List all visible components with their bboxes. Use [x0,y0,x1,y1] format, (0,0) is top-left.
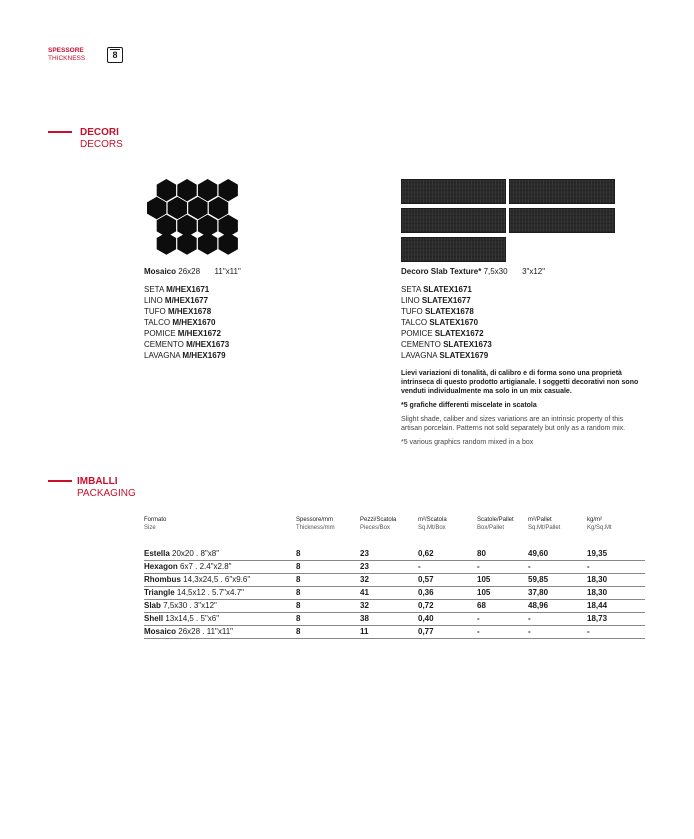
slab-code-row [401,328,492,339]
note-en-star: *5 various graphics random mixed in a box [401,439,534,446]
packaging-accent-line [48,480,72,482]
table-cell-thk: 8 [296,588,301,597]
product-code: M/HEX1677 [164,296,209,305]
size-cell [144,561,232,573]
hexagon-tile [157,232,176,254]
column-header [477,516,514,532]
size-name: Estella [144,549,170,558]
size-dimensions: 6x7 . 2.4"x2.8" [180,562,232,571]
table-cell-thk: 8 [296,562,301,571]
thickness-label [48,47,85,63]
table-cell-pcs: 41 [360,588,369,597]
table-cell-m2box: 0,40 [418,614,434,623]
slab-tile [401,208,506,233]
mosaico-size-cm: 26x28 [178,267,201,276]
thickness-icon [107,47,123,63]
column-header [296,516,335,532]
slab-code-row [401,350,492,361]
packaging-heading [77,476,136,500]
color-name: POMICE [144,329,176,338]
product-code: SLATEX1673 [443,340,492,349]
size-cell [144,548,219,560]
color-name: CEMENTO [144,340,184,349]
column-header-en: Sq.Mt/Box [418,525,446,531]
column-header-en: Pieces/Box [360,525,391,531]
table-cell-thk: 8 [296,614,301,623]
slab-tile [509,179,615,204]
table-cell-pcs: 38 [360,614,369,623]
column-header-it: kg/m² [587,517,602,523]
table-cell-m2pal: - [528,614,531,623]
product-code: M/HEX1673 [186,340,230,349]
table-cell-pcs: 11 [360,627,369,636]
column-header-en: Kg/Sq.Mt [587,525,612,531]
size-cell [144,600,217,612]
product-code: M/HEX1670 [172,318,216,327]
column-header-it: Formato [144,517,167,523]
slab-code-row [401,339,492,350]
size-dimensions: 7,5x30 . 3"x12" [163,601,217,610]
table-cell-boxpal: 68 [477,601,486,610]
table-cell-kg: - [587,562,590,571]
slab-tile [401,237,506,262]
product-code: M/HEX1671 [166,285,210,294]
size-cell [144,574,250,586]
column-header [587,516,612,532]
mosaico-code-row [144,350,229,361]
column-header-it: m²/Pallet [528,517,552,523]
table-cell-boxpal: - [477,562,480,571]
color-name: LAVAGNA [401,351,438,360]
packaging-title-it: IMBALLI [77,476,118,487]
table-row [144,613,645,626]
mosaico-size-in: 11"x11" [214,267,241,276]
table-row [144,574,645,587]
thickness-label-it: SPESSORE [48,47,84,54]
size-name: Mosaico [144,627,177,636]
size-dimensions: 20x20 . 8"x8" [172,549,220,558]
thickness-label-en: THICKNESS [48,55,86,62]
table-header [144,516,645,544]
table-row [144,626,645,639]
column-header-it: Spessore/mm [296,517,334,523]
hexagon-tile [177,232,196,254]
table-cell-m2box: 0,77 [418,627,434,636]
column-header [144,516,166,532]
column-header [360,516,396,532]
hexagon-tile [209,197,228,219]
size-dimensions: 14,3x24,5 . 6"x9.6" [183,575,251,584]
table-cell-m2box: 0,36 [418,588,434,597]
slab-title [401,267,545,277]
color-name: SETA [144,285,164,294]
mosaico-code-row [144,295,229,306]
slab-code-row [401,284,492,295]
hexagon-tile [198,232,217,254]
column-header [418,516,447,532]
packaging-table [144,516,645,639]
product-code: SLATEX1677 [421,296,471,305]
decors-heading [80,127,123,151]
hexagon-tile [198,179,217,201]
slab-code-list [401,284,492,361]
hexagon-tile [168,197,187,219]
product-code: M/HEX1672 [177,329,221,338]
product-code: SLATEX1678 [425,307,474,316]
table-cell-thk: 8 [296,601,301,610]
table-cell-thk: 8 [296,575,301,584]
table-row [144,587,645,600]
decors-accent-line [48,131,72,133]
size-cell [144,626,233,638]
column-header [528,516,560,532]
mosaico-code-list [144,284,229,361]
table-cell-m2pal: 49,60 [528,549,549,558]
color-name: SETA [401,285,421,294]
color-name: POMICE [401,329,433,338]
table-cell-thk: 8 [296,627,301,636]
hexagon-tile [219,232,238,254]
mosaico-code-row [144,306,229,317]
color-name: CEMENTO [401,340,441,349]
mosaico-name: Mosaico [144,267,177,276]
column-header-en: Sq.Mt/Pallet [528,525,561,531]
table-cell-kg: 18,30 [587,588,608,597]
product-code: SLATEX1670 [429,318,479,327]
table-cell-m2pal: - [528,627,531,636]
table-cell-m2pal: 59,85 [528,575,549,584]
mosaico-code-row [144,339,229,350]
note-en-main: Slight shade, caliber and sizes variations are an intrinsic property of this artisan porcelain. Patterns not sold separately but only as a random mix. [401,416,626,432]
table-cell-boxpal: - [477,614,480,623]
color-name: LINO [401,296,420,305]
mosaico-code-row [144,317,229,328]
size-dimensions: 14,5x12 . 5.7"x4.7" [176,588,244,597]
decors-title-it: DECORI [80,127,119,138]
slab-texture-image [401,179,615,263]
color-name: TUFO [401,307,423,316]
table-cell-m2box: 0,62 [418,549,434,558]
size-cell [144,613,219,625]
size-dimensions: 13x14,5 . 5"x6" [165,614,220,623]
slab-size-in: 3"x12" [522,267,546,276]
mosaico-code-row [144,328,229,339]
table-cell-pcs: 32 [360,575,369,584]
column-header-it: m²/Scatola [418,517,447,523]
notes [401,369,646,452]
column-header-en: Box/Pallet [477,525,505,531]
slab-code-row [401,295,492,306]
slab-tile [509,208,615,233]
table-cell-thk: 8 [296,549,301,558]
column-header-it: Pezzi/Scatola [360,517,397,523]
table-cell-kg: 18,73 [587,614,608,623]
product-code: M/HEX1678 [168,307,212,316]
hexagon-tile [219,179,238,201]
size-name: Triangle [144,588,175,597]
slab-size-cm: 7,5x30 [483,267,508,276]
color-name: LAVAGNA [144,351,181,360]
size-dimensions: 26x28 . 11"x11" [178,627,234,636]
decors-title-en: DECORS [80,139,123,150]
size-name: Hexagon [144,562,178,571]
table-cell-boxpal: 80 [477,549,486,558]
table-cell-kg: 18,44 [587,601,608,610]
table-cell-kg: 18,30 [587,575,608,584]
color-name: LINO [144,296,163,305]
table-row [144,600,645,613]
table-cell-m2pal: - [528,562,531,571]
color-name: TALCO [401,318,428,327]
product-code: SLATEX1679 [439,351,489,360]
mosaico-code-row [144,284,229,295]
table-row [144,548,645,561]
mosaico-hexagon-image [144,178,244,262]
hexagon-tile [188,197,207,219]
table-cell-boxpal: - [477,627,480,636]
slab-code-row [401,317,492,328]
table-cell-m2box: 0,72 [418,601,434,610]
table-cell-m2pal: 37,80 [528,588,549,597]
table-cell-kg: - [587,627,590,636]
size-name: Shell [144,614,164,623]
table-cell-m2box: - [418,562,421,571]
note-it-main: Lievi variazioni di tonalità, di calibro e di forma sono una proprietà intrinseca di questo prodotto artigianale. I soggetti decorativi non sono venduti individualmente ma solo in un mix casuale. [401,370,639,395]
table-body [144,548,645,639]
table-cell-boxpal: 105 [477,588,491,597]
thickness-value: 8 [112,50,118,60]
table-cell-pcs: 23 [360,549,369,558]
table-cell-boxpal: 105 [477,575,491,584]
note-it-star: *5 grafiche differenti miscelate in scatola [401,402,537,409]
column-header-en: Thickness/mm [296,525,335,531]
table-cell-m2box: 0,57 [418,575,434,584]
size-name: Slab [144,601,161,610]
slab-code-row [401,306,492,317]
product-code: SLATEX1672 [434,329,484,338]
hexagon-tile [177,179,196,201]
product-code: M/HEX1679 [182,351,226,360]
slab-tile [401,179,506,204]
hexagon-tile [157,179,176,201]
column-header-it: Scatole/Pallet [477,517,514,523]
table-row [144,561,645,574]
size-name: Rhombus [144,575,181,584]
table-cell-pcs: 32 [360,601,369,610]
table-cell-m2pal: 48,96 [528,601,549,610]
table-cell-pcs: 23 [360,562,369,571]
size-cell [144,587,244,599]
color-name: TUFO [144,307,166,316]
color-name: TALCO [144,318,171,327]
product-code: SLATEX1671 [423,285,472,294]
hexagon-tile [147,197,166,219]
table-cell-kg: 19,35 [587,549,608,558]
slab-name: Decoro Slab Texture* [401,267,482,276]
mosaico-title [144,267,241,277]
packaging-title-en: PACKAGING [77,488,136,499]
column-header-en: Size [144,525,156,531]
